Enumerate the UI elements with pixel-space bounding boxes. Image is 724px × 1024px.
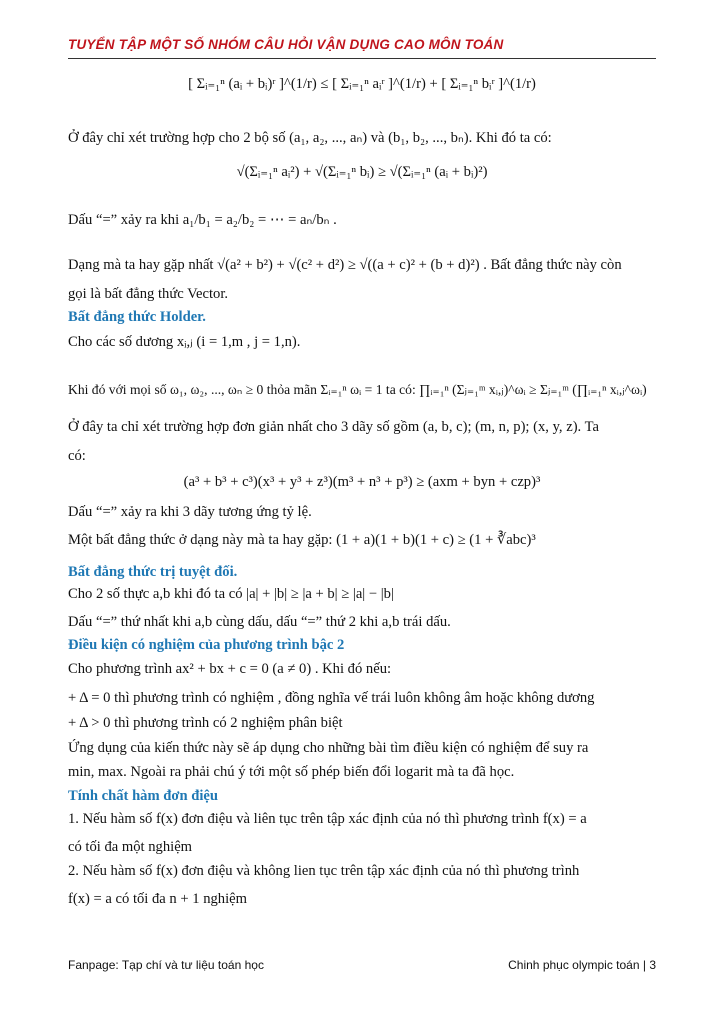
text-line: Ứng dụng của kiến thức này sẽ áp dụng cho những bài tìm điều kiện có nghiệm để suy ra [68,740,589,756]
section-heading-holder: Bất đẳng thức Holder. [68,309,206,325]
section-heading-absolute: Bất đẳng thức trị tuyệt đối. [68,564,238,580]
section-heading-monotonic: Tính chất hàm đơn điệu [68,788,219,804]
text-line: Dấu “=” xảy ra khi 3 dãy tương ứng tỷ lệ. [68,504,312,520]
text-line: min, max. Ngoài ra phải chú ý tới một số phép biến đổi logarit mà ta đã học. [68,764,515,780]
text-line: Ở đây chỉ xét trường hợp cho 2 bộ số (a₁, a₂, ..., aₙ) và (b₁, b₂, ..., bₙ). Khi đó ta có: [68,130,552,146]
text-line: Cho 2 số thực a,b khi đó ta có |a| + |b| ≥ |a + b| ≥ |a| − |b| [68,586,394,602]
footer-page-number: Chinh phục olympic toán | 3 [508,958,656,972]
text-line: Dạng mà ta hay gặp nhất √(a² + b²) + √(c² + d²) ≥ √((a + c)² + (b + d)²) . Bất đẳng thức này còn [68,257,622,273]
text-line: f(x) = a có tối đa n + 1 nghiệm [68,891,247,907]
text-line: Cho phương trình ax² + bx + c = 0 (a ≠ 0) . Khi đó nếu: [68,661,392,677]
text-line: Ở đây ta chỉ xét trường hợp đơn giản nhất cho 3 dãy số gồm (a, b, c); (m, n, p); (x, y, z). Ta [68,419,599,435]
page-header [68,36,656,59]
text-line: Cho các số dương xᵢ,ⱼ (i = 1,m , j = 1,n). [68,334,301,350]
text-line: có: [68,448,86,464]
minkowski-formula: [ Σᵢ₌₁ⁿ (aᵢ + bᵢ)ʳ ]^(1/r) ≤ [ Σᵢ₌₁ⁿ aᵢʳ ]^(1/r) + [ Σᵢ₌₁ⁿ bᵢʳ ]^(1/r) [188,76,536,92]
header-title: TUYỂN TẬP MỘT SỐ NHÓM CÂU HỎI VẬN DỤNG CAO MÔN TOÁN [68,37,504,52]
text-line: 1. Nếu hàm số f(x) đơn điệu và liên tục trên tập xác định của nó thì phương trình f(x) = a [68,811,587,827]
text-line: có tối đa một nghiệm [68,839,193,855]
section-heading-quadratic: Điều kiện có nghiệm của phương trình bậc 2 [68,637,345,653]
text-line: 2. Nếu hàm số f(x) đơn điệu và không lien tục trên tập xác định của nó thì phương trình [68,863,580,879]
vector-sum-formula: √(Σᵢ₌₁ⁿ aᵢ²) + √(Σᵢ₌₁ⁿ bᵢ) ≥ √(Σᵢ₌₁ⁿ (aᵢ + bᵢ)²) [236,164,488,180]
text-line: + Δ = 0 thì phương trình có nghiệm , đồng nghĩa vế trái luôn không âm hoặc không dương [68,690,595,706]
holder-formula: Khi đó với mọi số ω₁, ω₂, ..., ωₙ ≥ 0 thỏa mãn Σᵢ₌₁ⁿ ωᵢ = 1 ta có: ∏ᵢ₌₁ⁿ (Σⱼ₌₁ᵐ xᵢ,ⱼ)^ωᵢ ≥ Σⱼ₌₁ᵐ (∏ᵢ₌₁ⁿ xᵢ,ⱼ^ωᵢ) [68,382,647,397]
text-line: Một bất đẳng thức ở dạng này mà ta hay gặp: (1 + a)(1 + b)(1 + c) ≥ (1 + ∛abc)³ [68,532,536,548]
text-line: + Δ > 0 thì phương trình có 2 nghiệm phân biệt [68,715,343,731]
holder-example-formula: (a³ + b³ + c³)(x³ + y³ + z³)(m³ + n³ + p³) ≥ (axm + byn + czp)³ [183,474,541,490]
text-line: gọi là bất đẳng thức Vector. [68,286,229,302]
equality-condition: Dấu “=” xảy ra khi a₁/b₁ = a₂/b₂ = ⋯ = aₙ/bₙ . [68,212,337,228]
text-line: Dấu “=” thứ nhất khi a,b cùng dấu, dấu “=” thứ 2 khi a,b trái dấu. [68,614,451,630]
footer-fanpage: Fanpage: Tạp chí và tư liệu toán học [68,958,264,972]
